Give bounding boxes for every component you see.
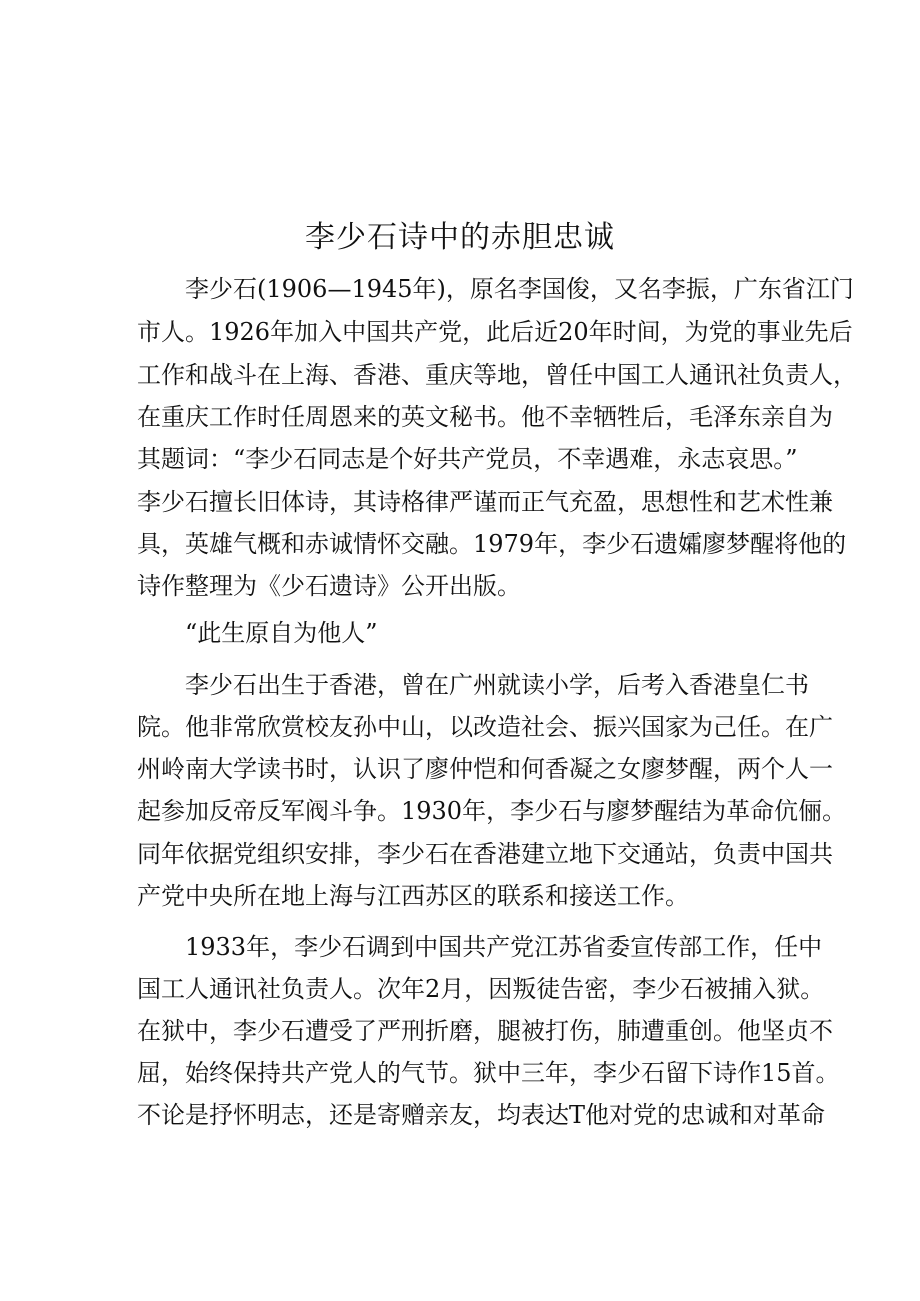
- paragraph-3-line-3: 在狱中，李少石遭受了严刑折磨，腿被打伤，肺遭重创。他坚贞不: [137, 1017, 833, 1045]
- paragraph-3-line-4: 屈，始终保持共产党人的气节。狱中三年，李少石留下诗作15首。: [137, 1059, 840, 1087]
- paragraph-1-line-2: 市人。1926年加入中国共产党，此后近20年时间，为党的事业先后: [137, 318, 853, 346]
- paragraph-1-line-7: 具，英雄气概和赤诚情怀交融。1979年，李少石遗孀廖梦醒将他的: [137, 530, 847, 558]
- document-title: 李少石诗中的赤胆忠诚: [305, 220, 615, 255]
- paragraph-3-line-1: 1933年，李少石调到中国共产党江苏省委宣传部工作，任中: [185, 933, 823, 961]
- paragraph-3-line-5: 不论是抒怀明志，还是寄赠亲友，均表达T他对党的忠诚和对革命: [137, 1101, 826, 1129]
- paragraph-1-line-5: 其题词：“李少石同志是个好共产党员，不幸遇难，永志哀思。”: [137, 445, 798, 473]
- paragraph-3-line-2: 国工人通讯社负责人。次年2月，因叛徒告密，李少石被捕入狱。: [137, 975, 825, 1003]
- paragraph-2-line-3: 州岭南大学读书时，认识了廖仲恺和何香凝之女廖梦醒，两个人一: [137, 755, 833, 783]
- paragraph-2-line-5: 同年依据党组织安排，李少石在香港建立地下交通站，负责中国共: [137, 840, 833, 868]
- paragraph-2-line-2: 院。他非常欣赏校友孙中山，以改造社会、振兴国家为己任。在广: [137, 713, 833, 741]
- paragraph-1-line-3: 工作和战斗在上海、香港、重庆等地，曾任中国工人通讯社负责人，: [137, 361, 857, 389]
- paragraph-1-line-8: 诗作整理为《少石遗诗》公开出版。: [137, 572, 521, 600]
- paragraph-1-line-1: 李少石(1906—1945年)，原名李国俊，又名李振，广东省江门: [185, 275, 854, 303]
- paragraph-2-line-1: 李少石出生于香港，曾在广州就读小学，后考入香港皇仁书: [185, 671, 809, 699]
- paragraph-2-line-6: 产党中央所在地上海与江西苏区的联系和接送工作。: [137, 882, 689, 910]
- paragraph-1-line-6: 李少石擅长旧体诗，其诗格律严谨而正气充盈，思想性和艺术性兼: [137, 488, 833, 516]
- section-subheading: “此生原自为他人”: [185, 619, 378, 647]
- paragraph-1-line-4: 在重庆工作时任周恩来的英文秘书。他不幸牺牲后，毛泽东亲自为: [137, 403, 833, 431]
- paragraph-2-line-4: 起参加反帝反军阀斗争。1930年，李少石与廖梦醒结为革命伉俪。: [137, 797, 847, 825]
